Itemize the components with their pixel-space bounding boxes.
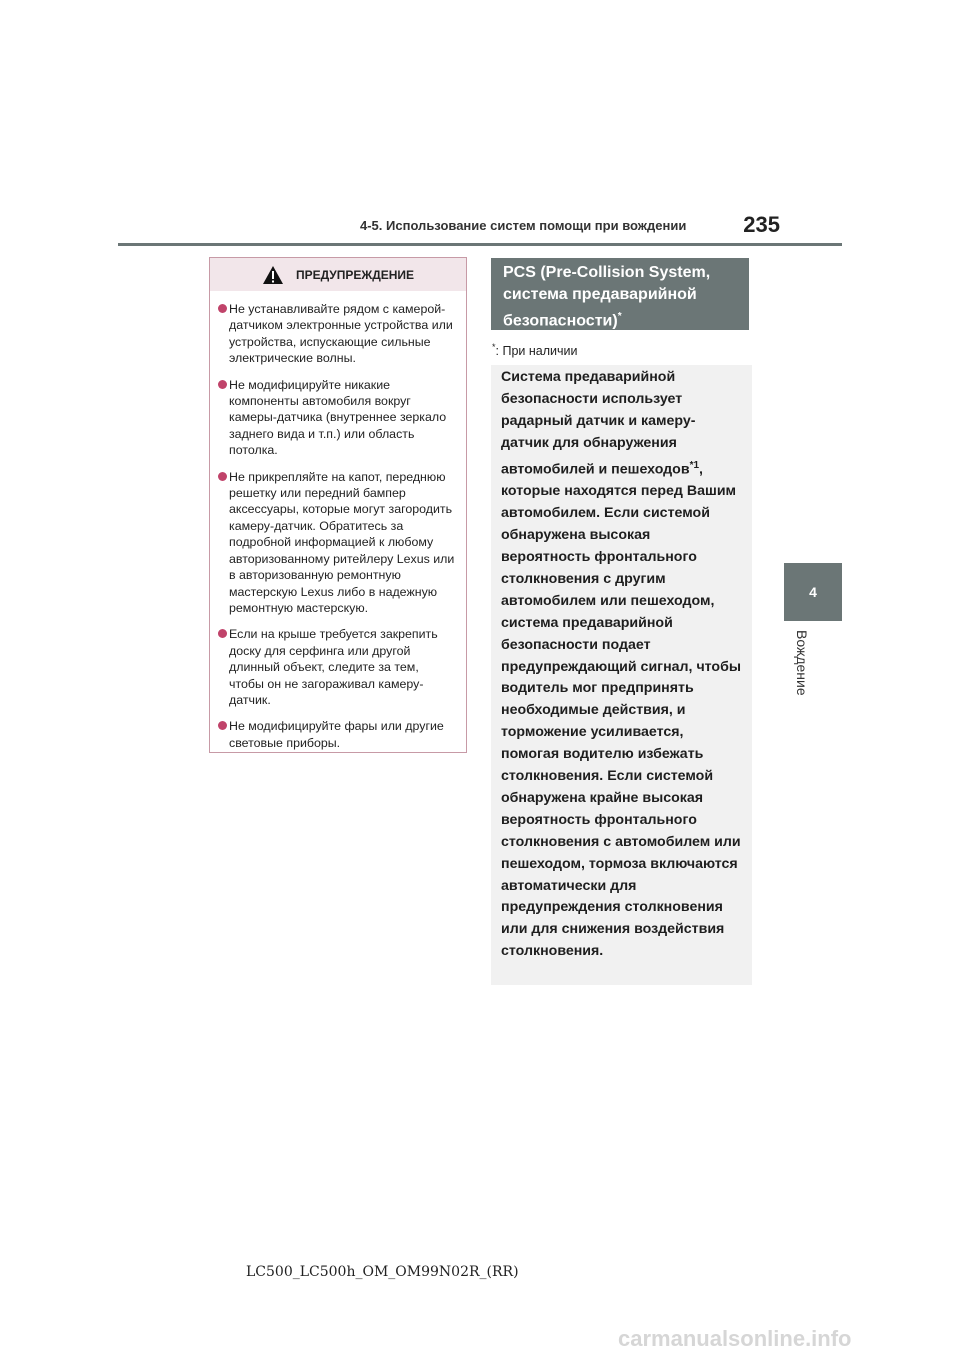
body-text-part1: Система предаварийной безопасности использует радарный датчик и камеру-датчик для обнаружения автомобилей и пешеходов xyxy=(501,369,696,478)
warning-item xyxy=(218,626,456,708)
warning-item-text: Не прикрепляйте на капот, переднюю решетку или передний бампер аксессуары, которые могут загородить камеру-датчик. Обратитесь за подробной информацией к любому авторизованному ритейлеру Lexus или в авторизованную ремонтную мастерскую Lexus либо в надежную ремонтную мастерскую. xyxy=(229,469,455,615)
chapter-number: 4 xyxy=(809,584,817,600)
warning-box xyxy=(209,257,467,753)
section-title-sup: * xyxy=(617,311,622,322)
body-text-sup: *1 xyxy=(689,459,700,471)
header-divider xyxy=(118,243,842,246)
body-text-part2: , которые находятся перед Вашим автомобилем. Если системой обнаружена высокая вероятность фронтального столкновения с другим автомобилем или пешеходом, система предаварийной безопасности подает предупреждающий сигнал, чтобы водитель мог предпринять необходимые действия, и торможение усиливается, помогая водителю избежать столкновения. Если системой обнаружена крайне высокая вероятность фронтального столкновения с автомобилем или пешеходом, тормоза включаются автоматически для предупреждения столкновения или для снижения воздействия столкновения. xyxy=(501,461,741,960)
chapter-tab[interactable] xyxy=(784,563,842,621)
section-title-text: безопасности) xyxy=(503,312,618,330)
footnote xyxy=(492,342,577,358)
content-box xyxy=(491,365,752,985)
footer-code: LC500_LC500h_OM_OM99N02R_(RR) xyxy=(246,1264,519,1280)
bullet-icon xyxy=(218,629,227,638)
bullet-icon xyxy=(218,721,227,730)
warning-item-text: Не устанавливайте рядом с камерой-датчиком электронные устройства или устройства, испускающие сильные электрические волны. xyxy=(229,302,453,366)
warning-list xyxy=(210,291,466,751)
warning-title: ПРЕДУПРЕЖДЕНИЕ xyxy=(295,267,415,282)
warning-item-text: Если на крыше требуется закрепить доску для серфинга или другой длинный объект, следите за тем, чтобы он не загораживал камеру-датчик. xyxy=(229,627,438,707)
warning-item xyxy=(218,469,456,617)
body-paragraph xyxy=(501,367,742,963)
warning-header xyxy=(210,258,466,291)
section-title-banner xyxy=(491,258,749,330)
section-title-line: PCS (Pre-Collision System, xyxy=(503,264,711,281)
warning-item xyxy=(218,718,456,751)
section-title-line: система предаварийной xyxy=(503,286,697,303)
chapter-label: Вождение xyxy=(794,630,810,696)
bullet-icon xyxy=(218,304,227,313)
page-number: 235 xyxy=(743,212,780,237)
section-title-line xyxy=(503,306,737,332)
warning-item-text: Не модифицируйте фары или другие световые приборы. xyxy=(229,719,444,750)
footnote-text: : При наличии xyxy=(495,344,578,359)
watermark: carmanualsonline.info xyxy=(618,1326,852,1351)
footnote-mark: * xyxy=(492,342,496,352)
bullet-icon xyxy=(218,472,227,481)
warning-item-text: Не модифицируйте никакие компоненты автомобиля вокруг камеры-датчика (внутреннее зеркало заднего вида и т.п.) или область потолка. xyxy=(229,377,447,458)
warning-item xyxy=(218,301,456,367)
bullet-icon xyxy=(218,380,227,389)
warning-item xyxy=(218,377,456,459)
warning-triangle-icon xyxy=(262,265,284,285)
section-header-title: 4-5. Использование систем помощи при вождении xyxy=(360,218,687,233)
